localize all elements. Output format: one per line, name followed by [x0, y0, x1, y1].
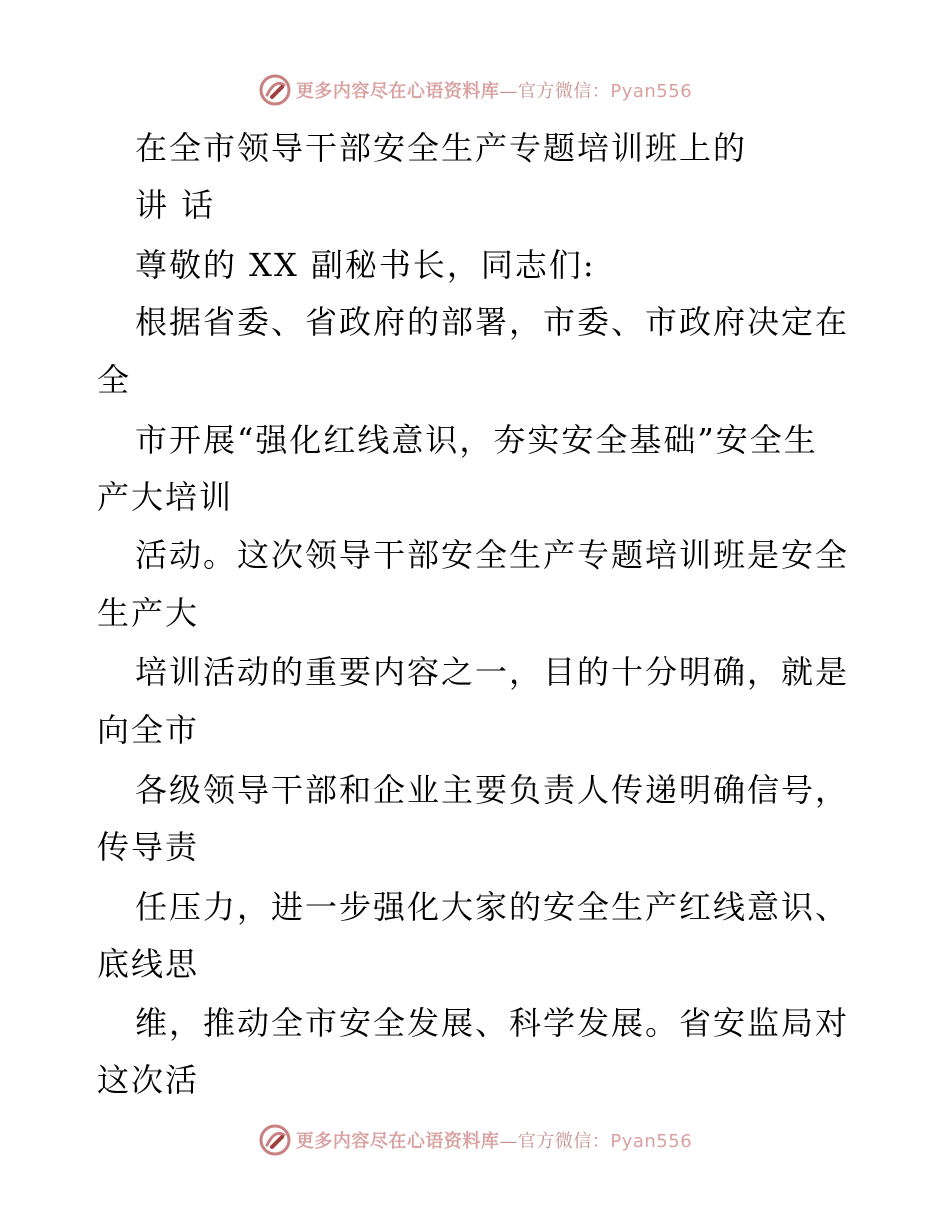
document-salutation: 尊敬的 XX 副秘书长，同志们:: [135, 246, 596, 284]
banner-handle: Pyan556: [610, 81, 693, 102]
banner-dash: —: [499, 81, 518, 102]
body-line: 产大培训: [97, 478, 234, 516]
body-line: 生产大: [97, 594, 200, 632]
document-title-line-1: 在全市领导干部安全生产专题培训班上的: [135, 129, 748, 167]
body-line: 这次活: [97, 1061, 200, 1099]
banner-text: [296, 77, 692, 103]
banner-main-text: 更多内容尽在心语资料库: [295, 1131, 500, 1152]
body-line: 活动。这次领导干部安全生产专题培训班是安全: [135, 536, 850, 574]
footer-watermark-banner: [0, 1120, 950, 1160]
body-line: 任压力，进一步强化大家的安全生产红线意识、: [135, 888, 850, 926]
banner-sub-text: 官方微信：: [517, 81, 611, 102]
body-line: 底线思: [97, 945, 200, 983]
banner-main-text: 更多内容尽在心语资料库: [295, 81, 500, 102]
body-line: 各级领导干部和企业主要负责人传递明确信号，: [135, 771, 850, 809]
seal-logo-icon: [258, 73, 292, 107]
banner-sub-text: 官方微信：: [517, 1131, 611, 1152]
banner-dash: —: [499, 1131, 518, 1152]
body-line: 市开展“强化红线意识，夯实安全基础”安全生: [135, 421, 818, 459]
body-line: 根据省委、省政府的部署，市委、市政府决定在: [135, 303, 850, 341]
body-line: 向全市: [97, 711, 200, 749]
document-title-line-2: 讲 话: [135, 186, 216, 224]
body-line: 培训活动的重要内容之一，目的十分明确，就是: [135, 653, 850, 691]
banner-text: [296, 1127, 692, 1153]
banner-handle: Pyan556: [610, 1131, 693, 1152]
seal-logo-icon: [258, 1123, 292, 1157]
body-line: 传导责: [97, 828, 200, 866]
header-watermark-banner: [0, 70, 950, 110]
body-line: 全: [97, 361, 132, 399]
body-line: 维，推动全市安全发展、科学发展。省安监局对: [135, 1004, 850, 1042]
